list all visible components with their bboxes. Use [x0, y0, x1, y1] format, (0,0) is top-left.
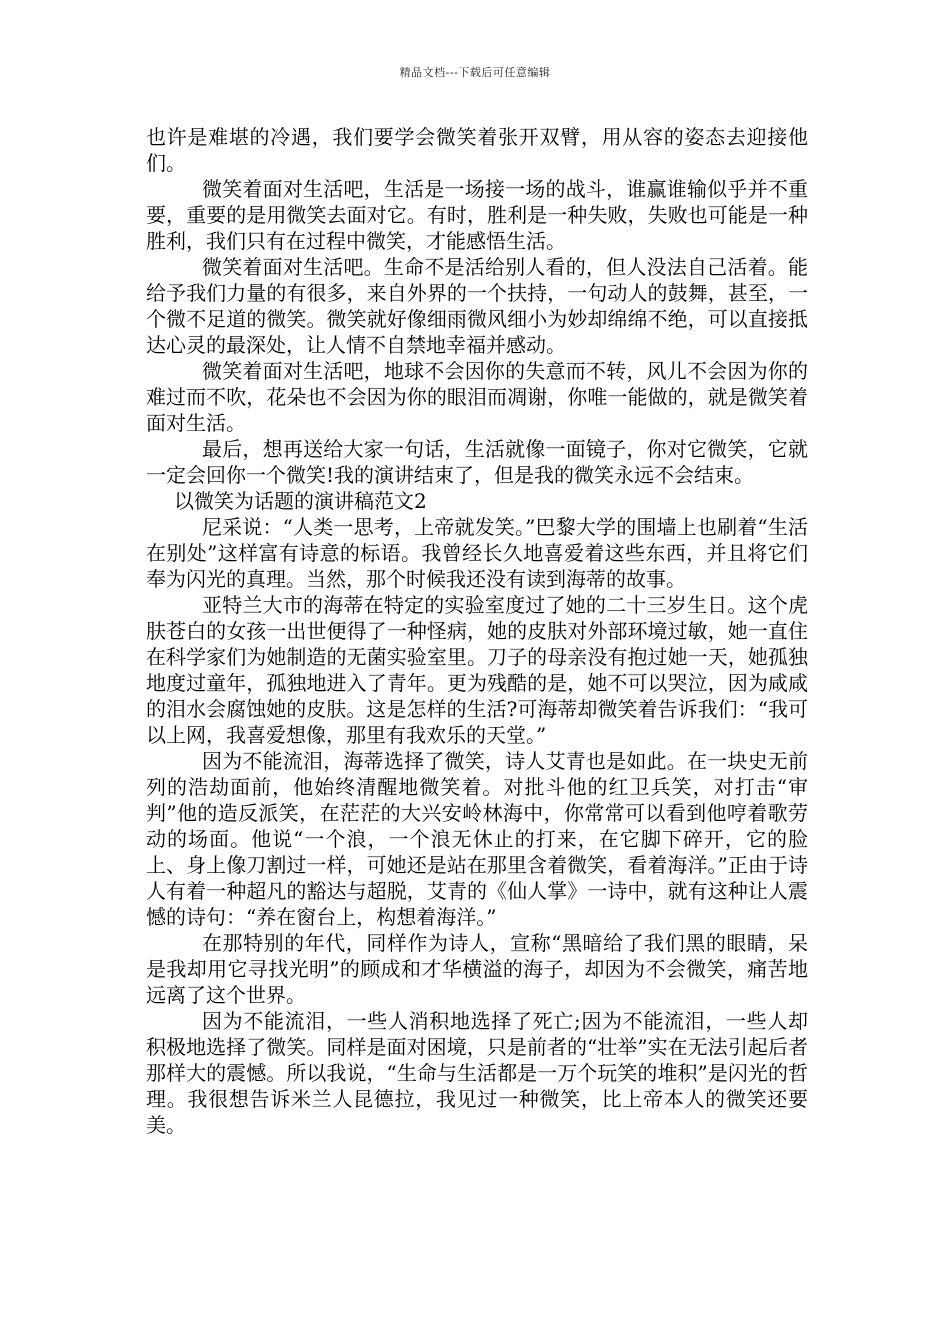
paragraph: 尼采说：“人类一思考，上帝就发笑。”巴黎大学的围墙上也刷着“生活在别处”这样富有诗意的标语。我曾经长久地喜爱着这些东西，并且将它们奉为闪光的真理。当然，那个时候我还没有读到海蒂的故事。 — [146, 515, 808, 591]
paragraph: 因为不能流泪，一些人消积地选择了死亡;因为不能流泪，一些人却积极地选择了微笑。同样是面对困境，只是前者的“壮举”实在无法引起后者那样大的震憾。所以我说，“生命与生活都是一万个玩笑的堆积”是闪光的哲理。我很想告诉米兰人昆德拉，我见过一种微笑，比上帝本人的微笑还要美。 — [146, 1009, 808, 1137]
page-header: 精品文档---下载后可任意编辑 — [399, 66, 551, 79]
paragraph: 在那特别的年代，同样作为诗人，宣称“黑暗给了我们黑的眼睛，呆是我却用它寻找光明”的顾成和才华横溢的海子，却因为不会微笑，痛苦地远离了这个世界。 — [146, 931, 808, 1007]
paragraph: 因为不能流泪，海蒂选择了微笑，诗人艾青也是如此。在一块史无前列的浩劫面前，他始终清醒地微笑着。对批斗他的红卫兵笑，对打击“审判”他的造反派笑，在茫茫的大兴安岭林海中，你常常可以看到他哼着歌劳动的场面。他说“一个浪，一个浪无休止的打来，在它脚下碎开，它的脸上、身上像刀割过一样，可她还是站在那里含着微笑，看着海洋。”正由于诗人有着一种超凡的豁达与超脱，艾青的《仙人掌》一诗中，就有这种让人震憾的诗句：“养在窗台上，构想着海洋。” — [146, 749, 808, 929]
paragraph: 微笑着面对生活吧。生命不是活给别人看的，但人没法自己活着。能给予我们力量的有很多，来自外界的一个扶持，一句动人的鼓舞，甚至，一个微不足道的微笑。微笑就好像细雨微风细小为妙却绵绵不绝，可以直接抵达心灵的最深处，让人情不自禁地幸福并感动。 — [146, 255, 808, 357]
paragraph: 微笑着面对生活吧，生活是一场接一场的战斗，谁赢谁输似乎并不重要，重要的是用微笑去面对它。有时，胜利是一种失败，失败也可能是一种胜利，我们只有在过程中微笑，才能感悟生活。 — [146, 177, 808, 253]
paragraph: 也许是难堪的冷遇，我们要学会微笑着张开双臂，用从容的姿态去迎接他们。 — [146, 125, 808, 175]
paragraph: 最后，想再送给大家一句话，生活就像一面镜子，你对它微笑，它就一定会回你一个微笑!我的演讲结束了，但是我的微笑永远不会结束。 — [146, 437, 808, 487]
section-heading: 以微笑为话题的演讲稿范文2 — [174, 489, 427, 513]
paragraph: 微笑着面对生活吧，地球不会因你的失意而不转，风儿不会因为你的难过而不吹，花朵也不会因为你的眼泪而凋谢，你唯一能做的，就是微笑着面对生活。 — [146, 359, 808, 435]
document-body — [146, 124, 808, 1138]
paragraph: 亚特兰大市的海蒂在特定的实验室度过了她的二十三岁生日。这个虎肤苍白的女孩一出世便得了一种怪病，她的皮肤对外部环境过敏，她一直住在科学家们为她制造的无菌实验室里。刀子的母亲没有抱过她一天，她孤独地度过童年，孤独地进入了青年。更为残酷的是，她不可以哭泣，因为咸咸的泪水会腐蚀她的皮肤。这是怎样的生活?可海蒂却微笑着告诉我们：“我可以上网，我喜爱想像，那里有我欢乐的天堂。” — [146, 593, 808, 747]
